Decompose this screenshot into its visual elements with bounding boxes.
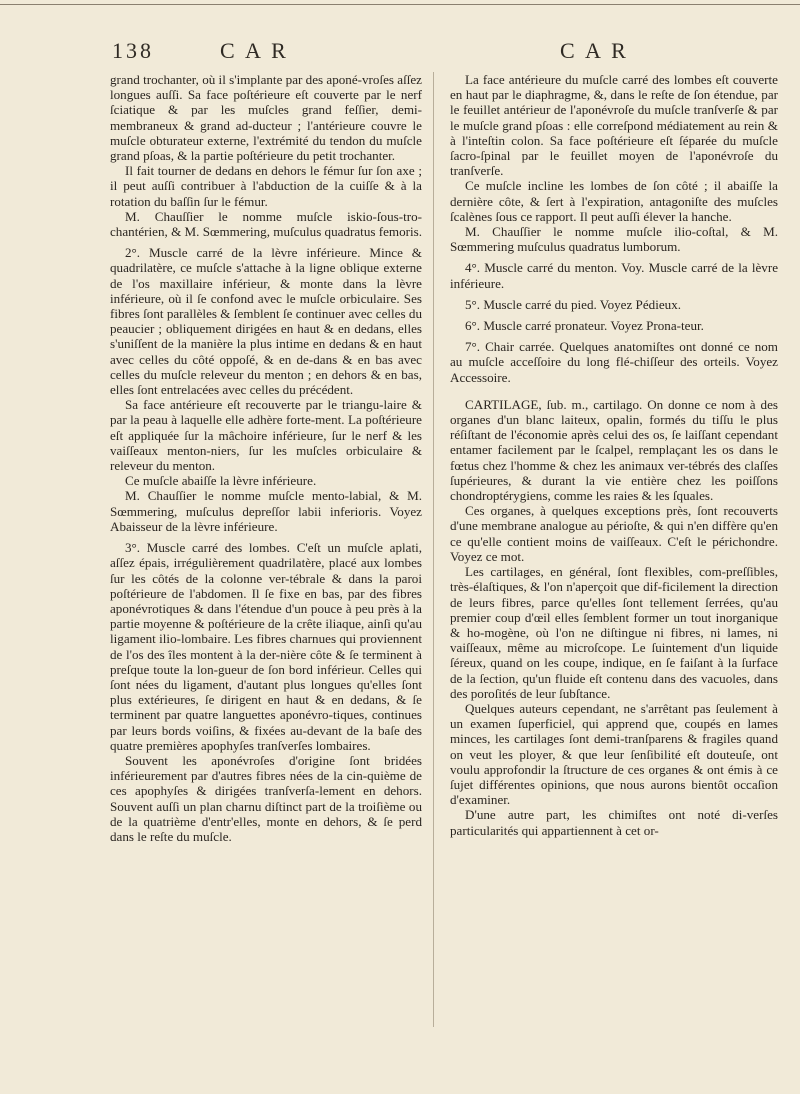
- paragraph: Sa face antérieure eſt recouverte par le triangu-laire & par la peau à laquelle elle adhère forte-ment. La poſtérieure eſt appliquée ſur la mâchoire inférieure, ſur le nerf & les vaiſſeaux menton-niers, ſur les muſcles orbiculaire & releveur du menton.: [110, 397, 422, 474]
- running-head-right: C A R: [560, 38, 629, 63]
- paragraph: Les cartilages, en général, ſont flexibles, com-preſſibles, très-élaſtiques, & l'on n'aperçoit que dif-ficilement la direction de leurs fibres, parce qu'elles ſont tellement ſerrées, qu'au premier coup d'œil elles ſemblent former un tout inorganique & ho-mogène, où l'on ne diſtingue ni fibres, ni lames, ni vaiſſeaux, même au microſcope. Le ſuintement d'un liquide ſéreux, quand on les coupe, indique, en ſe faiſant à la ſurface de la ſection, qu'un fluide eſt contenu dans des vacuoles, dans des poroſités de leur ſubſtance.: [450, 564, 778, 701]
- top-rule: [0, 4, 800, 5]
- paragraph: Ces organes, à quelques exceptions près, ſont recouverts d'une membrane analogue au périoſte, & qui n'en diffère qu'en ce qu'elle contient moins de vaiſſeaux. C'eſt le périchondre. Voyez ce mot.: [450, 503, 778, 564]
- running-head-left: C A R: [220, 38, 289, 63]
- right-column: [450, 72, 778, 838]
- paragraph: La face antérieure du muſcle carré des lombes eſt couverte en haut par le diaphragme, &, dans le reſte de ſon étendue, par le feuillet antérieur de l'aponévroſe du muſcle tranſverſe & par le muſcle grand pſoas : elle correſpond médiatement au rein & à l'inteſtin colon. Sa face poſtérieure eſt ſéparée du muſcle ſacro-ſpinal par le feuillet moyen de l'aponévroſe du tranſverſe.: [450, 72, 778, 179]
- paragraph: grand trochanter, où il s'implante par des aponé-vroſes aſſez longues auſſi. Sa face poſtérieure eſt couverte par le nerf ſciatique & par les muſcles grand feſſier, demi-membraneux & grand ad-ducteur ; l'antérieure couvre le muſcle obturateur externe, l'extrémité du tendon du muſcle grand pſoas, & la partie poſtérieure du petit trochanter.: [110, 72, 422, 164]
- paragraph: D'une autre part, les chimiſtes ont noté di-verſes particularités qui appartiennent à cet or-: [450, 807, 778, 838]
- left-column: [110, 72, 422, 844]
- paragraph: M. Chauſſier le nomme muſcle ilio-coſtal, & M. Sœmmering muſculus quadratus lumborum.: [450, 224, 778, 255]
- entry-muscle-carre-lombes: 3°. Muscle carré des lombes. C'eſt un muſcle aplati, aſſez épais, irrégulièrement quadrilatère, placé aux lombes ſur les côtés de la colonne ver-tébrale & dans la paroi poſtérieure de l'abdomen. Il ſe fixe en bas, par des fibres aponévrotiques & dans l'étendue d'un pouce à peu près à la partie moyenne & poſtérieure de la crête iliaque, ainſi qu'au ligament ilio-lombaire. Les fibres charnues qui proviennent de l'os des îles montent à la der-nière côte & ſe terminent à preſque toute la lon-gueur de ſon bord inférieur. Celles qui ſont nées du ligament, d'autant plus longues qu'elles ſont plus extérieures, ſe dirigent en haut & en dedans, & ſe terminent par quatre languettes aponévro-tiques, continues par leurs bords voiſins, & fixées au-devant de la baſe des quatre premières apophyſes tranſverſes lombaires.: [110, 540, 422, 753]
- paragraph: Souvent les aponévroſes d'origine ſont bridées inférieurement par d'autres fibres nées de la cin-quième de ces apophyſes & dirigées tranſverſa-lement en dehors. Souvent auſſi un plan charnu diſtinct part de la troiſième ou de la quatrième d'entr'elles, monte en dehors, & ſe perd dans le reſte du muſcle.: [110, 752, 422, 844]
- entry-chair-carree: 7°. Chair carrée. Quelques anatomiſtes ont donné ce nom au muſcle acceſſoire du long flé-chiſſeur des orteils. Voyez Accessoire.: [450, 339, 778, 385]
- header-left: [112, 38, 289, 64]
- page-number: 138: [112, 38, 154, 63]
- entry-muscle-carre-pronateur: 6°. Muscle carré pronateur. Voyez Prona-teur.: [465, 318, 704, 334]
- column-divider: [433, 72, 434, 1027]
- paragraph: Quelques auteurs cependant, ne s'arrêtant pas ſeulement à un examen ſuperficiel, qui apprend que, coupés en lames minces, les cartilages ſont demi-tranſparens & fragiles quand on veut les ployer, & que leur ſenſibilité eſt douteuſe, ont voulu approfondir la ſtructure de ces organes & ont émis à ce ſujet différentes opinions, que nous aurons bientôt occaſion d'examiner.: [450, 700, 778, 808]
- entry-cartilage: CARTILAGE, ſub. m., cartilago. On donne ce nom à des organes d'un blanc laiteux, opalin, formés du tiſſu le plus réſiſtant de l'économie après celui des os, ſe laiſſant cependant entamer facilement par le ſcalpel, remplaçant les os dans le fœtus chez l'homme & chez les animaux ver-tébrés des claſſes ſupérieures, & durant la vie entière chez les poiſſons chondroptérygiens, comme les raies & les ſquales.: [450, 396, 778, 504]
- paragraph: Ce muſcle abaiſſe la lèvre inférieure.: [125, 473, 317, 489]
- paragraph: Ce muſcle incline les lombes de ſon côté ; il abaiſſe la dernière côte, & ſert à l'expiration, antagoniſte des muſcles ſcalènes ſous ce rapport. Il peut auſſi élever la hanche.: [450, 178, 778, 224]
- paragraph: M. Chauſſier le nomme muſcle iskio-ſous-tro-chantérien, & M. Sœmmering, muſculus quadratus femoris.: [110, 208, 423, 240]
- paragraph: Il fait tourner de dedans en dehors le fémur ſur ſon axe ; il peut auſſi contribuer à l'abduction de la cuiſſe & à la rotation du baſſin ſur le fémur.: [110, 163, 422, 209]
- entry-muscle-carre-levre: 2°. Muscle carré de la lèvre inférieure. Mince & quadrilatère, ce muſcle s'attache à la ligne oblique externe de l'os maxillaire inférieur, & monte dans la lèvre inférieure, où il ſe confond avec le muſcle orbiculaire. Ses fibres ſont parallèles & ſemblent ſe continuer avec celles du peaucier ; obliquement dirigées en haut & en dedans, elles s'uniſſent de la manière la plus intime en dedans & en haut avec celles du côté oppoſé, & en de-dans & en bas avec celles du muſcle releveur du menton ; en dehors & en bas, elles ſont entrelacées avec celles du précédent.: [110, 245, 422, 398]
- entry-muscle-carre-pied: 5°. Muscle carré du pied. Voyez Pédieux.: [465, 296, 682, 312]
- entry-muscle-carre-menton: 4°. Muscle carré du menton. Voy. Muscle carré de la lèvre inférieure.: [450, 260, 778, 291]
- paragraph: M. Chauſſier le nomme muſcle mento-labial, & M. Sœmmering, muſculus depreſſor labii inferioris. Voyez Abaisseur de la lèvre inférieure.: [110, 488, 422, 534]
